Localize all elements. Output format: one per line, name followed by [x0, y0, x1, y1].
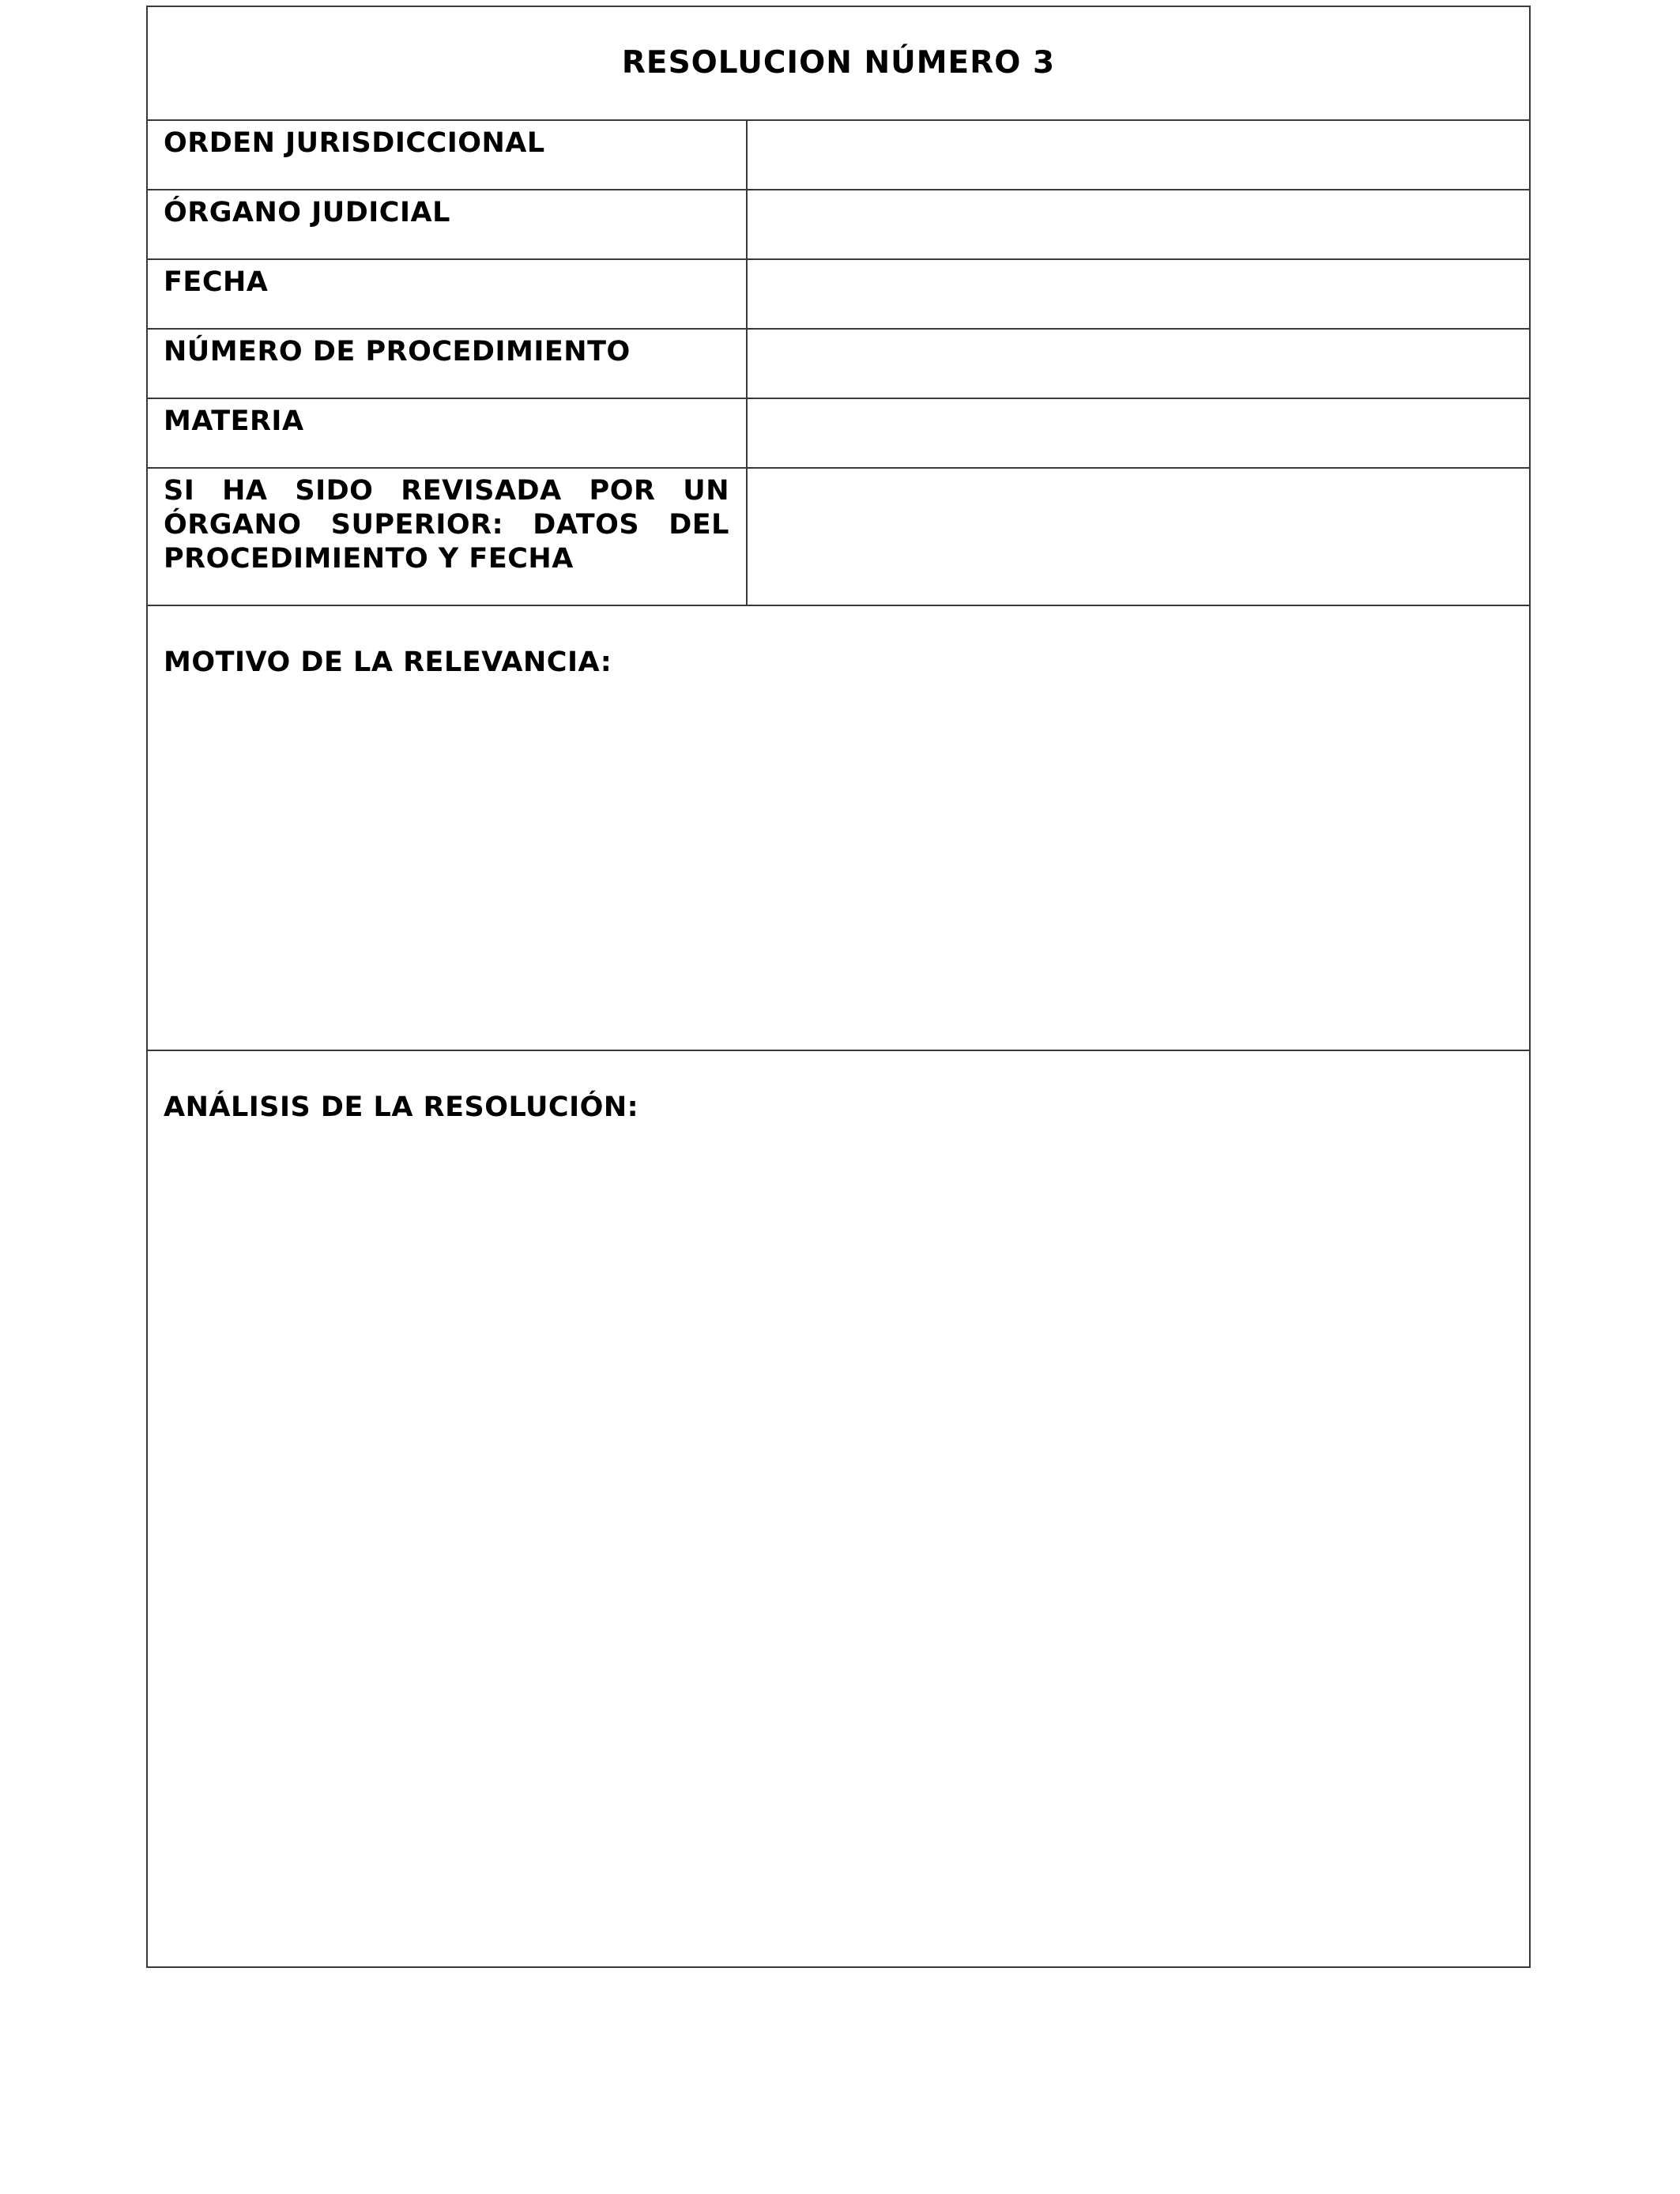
relevance-section-label: MOTIVO DE LA RELEVANCIA: — [164, 647, 612, 678]
field-value-orden-jurisdiccional[interactable] — [748, 121, 1529, 189]
row-divider — [148, 605, 1529, 606]
field-value-fecha[interactable] — [748, 260, 1529, 328]
row-divider — [148, 1050, 1529, 1051]
field-value-materia[interactable] — [748, 399, 1529, 467]
field-label-organo-judicial: ÓRGANO JUDICIAL — [164, 197, 450, 228]
resolution-form — [146, 6, 1531, 1968]
field-label-fecha: FECHA — [164, 266, 269, 298]
analysis-section-label: ANÁLISIS DE LA RESOLUCIÓN: — [164, 1091, 639, 1123]
field-value-organo-judicial[interactable] — [748, 190, 1529, 258]
field-label-orden-jurisdiccional: ORDEN JURISDICCIONAL — [164, 127, 545, 159]
field-label-revision-superior: SI HA SIDO REVISADA POR UN ÓRGANO SUPERIOR: DATOS DEL PROCEDIMIENTO Y FECHA — [164, 475, 729, 575]
field-value-numero-procedimiento[interactable] — [748, 330, 1529, 398]
form-title: RESOLUCION NÚMERO 3 — [621, 45, 1056, 81]
field-value-revision-superior[interactable] — [748, 469, 1529, 605]
field-label-numero-procedimiento: NÚMERO DE PROCEDIMIENTO — [164, 336, 631, 368]
field-label-materia: MATERIA — [164, 405, 304, 437]
